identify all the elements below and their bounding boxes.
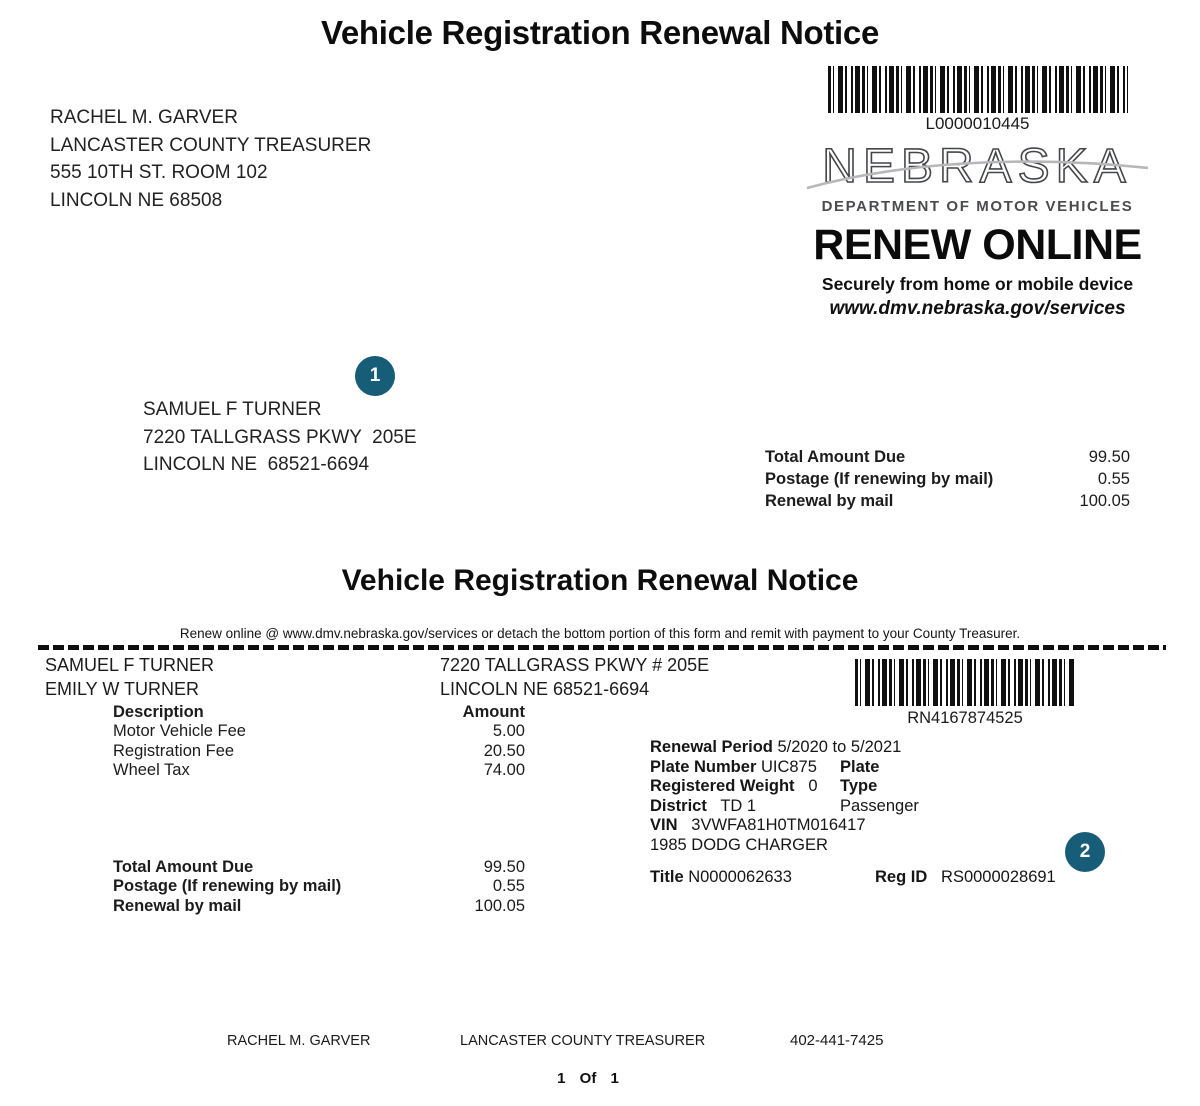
plate-type-value: Passenger	[840, 796, 919, 815]
vin-label: VIN	[650, 816, 678, 835]
plate-number-value: UIC875	[760, 757, 817, 776]
owner-1: SAMUEL F TURNER	[45, 655, 215, 675]
title-label: Title	[650, 868, 684, 886]
total-value: 100.05	[1079, 492, 1130, 510]
fee-row	[113, 761, 525, 780]
recipient-name: SAMUEL F TURNER	[143, 399, 322, 420]
fee-description: Motor Vehicle Fee	[113, 722, 246, 741]
recipient-city: LINCOLN NE 68521-6694	[143, 454, 370, 475]
registered-weight-label: Registered Weight	[650, 777, 795, 796]
owner-2: EMILY W TURNER	[45, 678, 200, 699]
vin-row	[650, 816, 901, 836]
fee-description: Registration Fee	[113, 741, 235, 760]
renewal-period-value: 5/2020 to 5/2021	[777, 738, 902, 756]
dmv-subtitle: DEPARTMENT OF MOTOR VEHICLES	[821, 198, 1134, 215]
renew-tagline: Securely from home or mobile device	[821, 274, 1134, 294]
fee-description: Wheel Tax	[113, 760, 190, 779]
totals-summary-stub	[113, 858, 525, 916]
footer-phone: 402-441-7425	[790, 1032, 884, 1049]
detach-instruction: Renew online @ www.dmv.nebraska.gov/services or detach the bottom portion of this form and remit with payment to your County Treasurer.	[179, 626, 1021, 641]
total-row	[113, 897, 525, 916]
fee-amount: 5.00	[492, 722, 525, 741]
total-value: 99.50	[483, 858, 525, 876]
renewal-period-label: Renewal Period	[650, 738, 773, 756]
total-row	[113, 858, 525, 877]
perforation-dashed-line	[38, 645, 1166, 650]
fee-table	[113, 703, 525, 780]
nebraska-logo	[805, 138, 1150, 196]
treasurer-city: LINCOLN NE 68508	[50, 189, 223, 211]
mailing-barcode-label: L0000010445	[925, 114, 1030, 133]
recipient-address	[143, 396, 417, 479]
owner-names	[45, 654, 214, 701]
totals-summary-top	[765, 446, 1130, 512]
district-row	[650, 797, 901, 817]
treasurer-street: 555 10TH ST. ROOM 102	[50, 162, 268, 183]
year-make-model-row	[650, 836, 901, 856]
total-label: Renewal by mail	[113, 896, 242, 915]
dmv-block	[790, 66, 1165, 320]
year-make-model: 1985 DODG CHARGER	[650, 835, 828, 854]
renew-url: www.dmv.nebraska.gov/services	[829, 298, 1126, 319]
total-label: Postage (If renewing by mail)	[765, 470, 994, 488]
fee-row	[113, 742, 525, 761]
fee-amount: 20.50	[483, 741, 525, 760]
total-label: Postage (If renewing by mail)	[113, 877, 342, 896]
total-row	[765, 446, 1130, 468]
page-total: 1	[610, 1070, 619, 1087]
vin-value: 3VWFA81H0TM016417	[691, 816, 866, 835]
total-label: Renewal by mail	[765, 492, 894, 510]
reg-id-value: RS0000028691	[941, 868, 1056, 886]
total-value: 99.50	[1088, 448, 1130, 466]
title-reg-row	[650, 868, 1120, 887]
total-label: Total Amount Due	[765, 448, 906, 466]
stub-address	[440, 654, 709, 701]
fee-row	[113, 722, 525, 741]
recipient-street: 7220 TALLGRASS PKWY 205E	[143, 426, 417, 448]
reg-id-label: Reg ID	[875, 868, 928, 886]
page-indicator	[0, 1070, 1176, 1087]
footer-treasurer-office: LANCASTER COUNTY TREASURER	[460, 1033, 706, 1049]
vehicle-details	[650, 738, 919, 856]
total-row	[113, 877, 525, 896]
page-current: 1	[557, 1070, 566, 1087]
treasurer-name: RACHEL M. GARVER	[50, 107, 238, 128]
callout-badge-2: 2	[1065, 832, 1105, 872]
stub-title: Vehicle Registration Renewal Notice	[341, 564, 859, 597]
fee-header-description: Description	[113, 703, 204, 721]
total-row	[765, 468, 1130, 490]
total-label: Total Amount Due	[113, 858, 254, 876]
nebraska-logo-text: NEBRASKA	[822, 140, 1132, 193]
plate-number-label: Plate Number	[650, 757, 757, 776]
mailing-barcode-icon	[828, 66, 1128, 113]
treasurer-address	[50, 104, 371, 214]
fee-header-amount: Amount	[462, 703, 525, 721]
registered-weight-row	[650, 777, 901, 797]
page-separator: Of	[579, 1070, 597, 1087]
total-value: 0.55	[492, 877, 525, 896]
footer-treasurer-name: RACHEL M. GARVER	[227, 1033, 371, 1049]
fee-amount: 74.00	[483, 760, 525, 779]
registered-weight-value: 0	[808, 777, 818, 796]
district-label: District	[650, 796, 707, 815]
registration-barcode-icon	[855, 659, 1075, 706]
district-value: TD 1	[720, 796, 757, 815]
plate-type-label: Plate Type	[840, 757, 880, 796]
treasurer-office: LANCASTER COUNTY TREASURER	[50, 134, 372, 156]
reg-id-pair	[875, 868, 1056, 887]
page-title: Vehicle Registration Renewal Notice	[320, 14, 879, 51]
callout-badge-1: 1	[355, 356, 395, 396]
total-value: 0.55	[1097, 470, 1130, 488]
total-value: 100.05	[474, 896, 525, 915]
registration-barcode-label: RN4167874525	[907, 709, 1023, 727]
renewal-period-row	[650, 738, 901, 758]
stub-address-city: LINCOLN NE 68521-6694	[440, 678, 650, 699]
stub-address-street: 7220 TALLGRASS PKWY # 205E	[440, 655, 710, 675]
title-number: N0000062633	[688, 868, 792, 886]
total-row	[765, 490, 1130, 512]
fee-table-header	[113, 703, 525, 722]
renew-online-heading: RENEW ONLINE	[813, 221, 1142, 269]
